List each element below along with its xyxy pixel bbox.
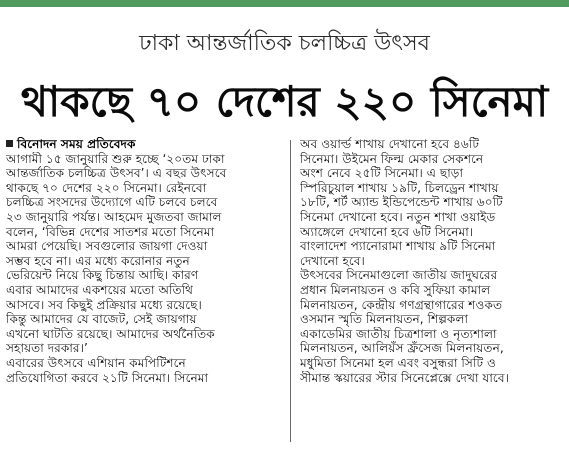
- body-line: স্পিরিচুয়াল শাখায় ১৯টি, চিলড্রেন শাখায়: [300, 180, 499, 195]
- body-line: ১৮টি, শর্ট অ্যান্ড ইন্ডিপেন্ডেন্ট শাখায় ৬০টি: [300, 195, 503, 210]
- body-line: আমরা পেয়েছি। সবগুলোর জায়গা দেওয়া: [6, 239, 208, 254]
- body-line: বাংলাদেশ প্যানোরামা শাখায় ৯টি সিনেমা: [300, 239, 496, 254]
- body-line: কিন্তু আমাদের যে বাজেট, সেই জায়গায়: [6, 312, 197, 327]
- body-line: সীমান্ত স্কয়ারের স্টার সিনেপ্লেক্সে দেখা যাবে।: [300, 370, 509, 385]
- body-line: সহায়তা দরকার।’: [6, 341, 88, 356]
- body-line: দেখানো হবে।: [300, 253, 365, 268]
- body-line: মধুমিতা সিনেমা হল এবং বসুন্ধরা সিটি ও: [300, 355, 496, 370]
- body-line: একাডেমির জাতীয় চিত্রশালা ও নৃত্যশালা: [300, 326, 497, 341]
- body-line: প্রধান মিলনায়তন ও কবি সুফিয়া কামাল: [300, 282, 491, 297]
- masthead-accent-bar: [0, 0, 569, 7]
- masthead-divider: [0, 7, 569, 10]
- article-column-right: [300, 137, 563, 385]
- column-divider: [290, 140, 291, 442]
- body-line: বলেন, ‘বিভিন্ন দেশের সাতশর মতো সিনেমা: [6, 224, 215, 239]
- article-column-left: [6, 137, 280, 385]
- body-line: অব ওয়ার্ল্ড শাখায় দেখানো হবে ৪৬টি: [300, 137, 479, 151]
- body-line: ২৩ জানুয়ারি পর্যন্ত। আহমেদ মুজতবা জামাল: [6, 209, 222, 224]
- article-headline: থাকছে ৭০ দেশের ২২০ সিনেমা: [20, 77, 549, 126]
- body-line: মিলনায়তন, কেন্দ্রীয় গণগ্রন্থাগারের শওকত: [300, 297, 503, 312]
- square-bullet-icon: [6, 140, 13, 147]
- body-line: থাকছে ৭০ দেশের ২২০ সিনেমা। রেইনবো: [6, 180, 207, 195]
- body-line: সিনেমা দেখানো হবে। নতুন শাখা ওয়াইড: [300, 209, 496, 224]
- body-line: উৎসবের সিনেমাগুলো জাতীয় জাদুঘরের: [300, 268, 498, 283]
- body-line: আগামী ১৫ জানুয়ারি শুরু হচ্ছে ‘২০তম ঢাকা: [6, 151, 225, 166]
- article-kicker: ঢাকা আন্তর্জাতিক চলচ্চিত্র উৎসব: [139, 31, 430, 56]
- body-line: আন্তর্জাতিক চলচ্চিত্র উৎসব’। এ বছর উৎসবে: [6, 166, 227, 181]
- body-line: সিনেমা। উইমেন ফিল্ম মেকার সেকশনে: [300, 151, 484, 166]
- body-line: অ্যাঙ্গেলে দেখানো হবে ৬টি সিনেমা।: [300, 224, 474, 239]
- body-line: প্রতিযোগিতা করবে ২১টি সিনেমা। সিনেমা: [6, 370, 209, 385]
- body-line: ওসমান স্মৃতি মিলনায়তন, শিল্পকলা: [300, 312, 469, 327]
- body-line: চলচ্চিত্র সংসদের উদ্যোগে এটি চলবে চলবে: [6, 195, 218, 210]
- body-line: অংশ নেবে ২৫টি সিনেমা। এ ছাড়া: [300, 166, 464, 181]
- byline: [6, 137, 280, 152]
- body-line: সম্ভব হবে না। এর মধ্যে করোনার নতুন: [6, 253, 190, 268]
- body-line: মিলনায়তন, আলিয়ঁস ফ্রঁসেজ মিলনায়তন,: [300, 341, 504, 356]
- body-line: এবার আমাদের একশয়ের মতো অতিথি: [6, 282, 194, 297]
- byline-text: বিনোদন সময় প্রতিবেদক: [17, 137, 136, 151]
- body-line: এখনো ঘাটতি রয়েছে। আমাদের অর্থনৈতিক: [6, 326, 215, 341]
- body-line: আসবে। সব কিছুই প্রক্রিয়ার মধ্যে রয়েছে।: [6, 297, 202, 312]
- body-line: ভেরিয়েন্ট নিয়ে কিছু চিন্তায় আছি। কারণ: [6, 268, 199, 283]
- body-line: এবারের উৎসবে এশিয়ান কমপিটিশনে: [6, 355, 186, 370]
